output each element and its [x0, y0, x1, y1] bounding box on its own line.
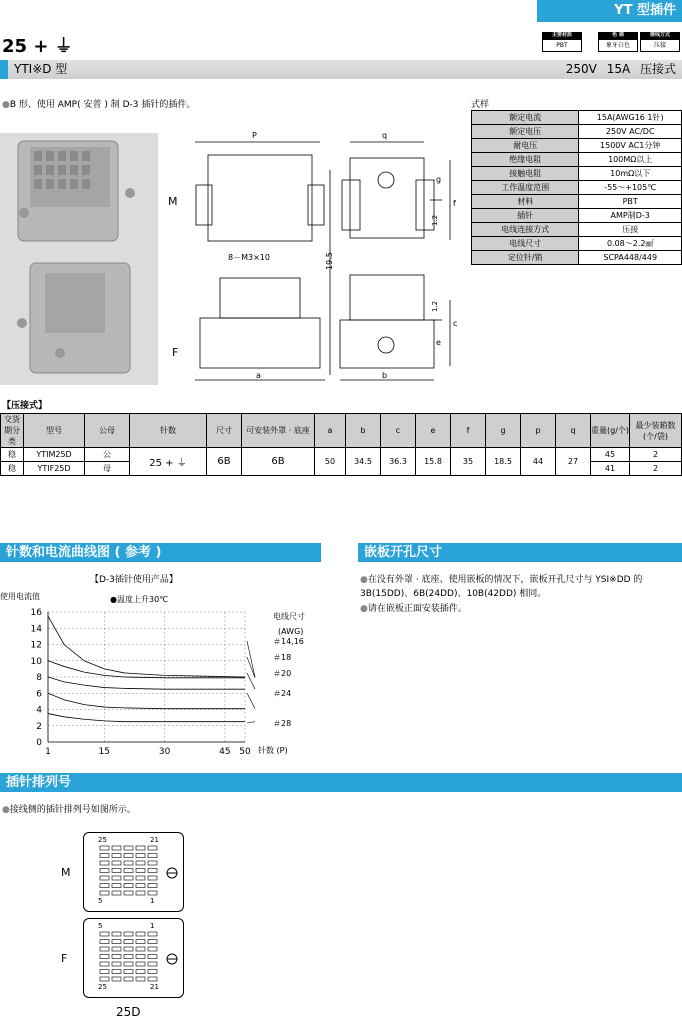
spec-row: 额定电流 15A(AWG16 1针)	[472, 111, 682, 125]
pin-cell	[112, 932, 121, 936]
pin-cell	[136, 891, 145, 895]
spec-row: 定位针/销 SCPA448/449	[472, 251, 682, 265]
pin-cell	[124, 884, 133, 888]
pin-cell	[148, 977, 157, 981]
label-f: F	[172, 346, 179, 359]
pin-cell	[100, 869, 109, 873]
pin-cell	[124, 940, 133, 944]
pin-cell	[112, 940, 121, 944]
panel-text-1: ●在没有外罩 · 底座、使用嵌板的情况下，嵌板开孔尺寸与 YSI※DD 的 3B(15DD)、6B(24DD)、10B(42DD) 相同。	[360, 575, 643, 599]
pin-cell	[124, 955, 133, 959]
pin-cell	[112, 861, 121, 865]
pin-map-m: 25 21 5 1	[83, 832, 184, 912]
dim-a: a	[256, 371, 261, 380]
pin-cell	[124, 861, 133, 865]
pin-cell	[112, 955, 121, 959]
pin-cell	[124, 869, 133, 873]
color-value: 象牙白色	[598, 39, 638, 52]
material-title: 主要材质	[542, 32, 582, 39]
pin-cell	[100, 962, 109, 966]
pin-cell	[148, 884, 157, 888]
page-title: 25 + ⏚	[2, 36, 73, 57]
pin-cell	[148, 955, 157, 959]
y-tick-label: 8	[36, 673, 42, 683]
dim-c: c	[453, 319, 458, 328]
spec-row: 接触电阻 10mΩ以下	[472, 167, 682, 181]
pin-cell	[124, 876, 133, 880]
table-row: 稳 YTIF25D 母 41 2	[1, 462, 682, 476]
curve-subtitle: 【D-3插针使用产品】	[90, 575, 178, 585]
intro-text: ●B 形、使用 AMP( 安普 ) 制 D-3 插针的插件。	[2, 100, 196, 110]
pin-cell	[124, 932, 133, 936]
pin-cell	[148, 932, 157, 936]
pin-cell	[136, 977, 145, 981]
series-line	[48, 693, 245, 708]
model-bar	[0, 60, 682, 79]
y-tick-label: 6	[36, 689, 42, 700]
pin-caption: 25D	[116, 1005, 141, 1019]
series-line	[48, 616, 245, 677]
pin-cell	[136, 876, 145, 880]
spec-row: 电线尺寸 0.08～2.2㎟	[472, 237, 682, 251]
pin-cell	[112, 846, 121, 850]
pin-section-title: 插针排列号	[0, 773, 682, 792]
series-line	[48, 677, 245, 689]
spec-title: 式样	[471, 100, 490, 110]
table-header: 交货期分类 型号 公母 针数 尺寸 可安装外罩 · 底座 a b c e f g p q 重量(g/个) 最少装箱数(个/袋)	[1, 414, 682, 448]
pin-cell	[136, 947, 145, 951]
wiring-box	[640, 32, 680, 52]
pin-cell	[136, 962, 145, 966]
model-rating: 250V 15A 压接式	[565, 62, 676, 76]
series-label: ＃14,16	[273, 637, 304, 646]
pin-grid-m	[84, 833, 183, 911]
pin-cell	[148, 940, 157, 944]
table-row: 稳 YTIM25D 公 25 + ⏚ 6B 6B 50 34.5 36.3 15.8 35 18.5 44 27 45 2	[1, 448, 682, 462]
pin-cell	[136, 854, 145, 858]
pin-cell	[136, 955, 145, 959]
label-m: M	[168, 195, 178, 208]
material-box	[542, 32, 582, 52]
pin-cell	[136, 861, 145, 865]
pin-cell	[112, 876, 121, 880]
dim-g: g	[436, 175, 442, 184]
color-box	[598, 32, 638, 52]
pin-cell	[136, 932, 145, 936]
pin-cell	[136, 940, 145, 944]
dim-19-5: 19.5	[325, 252, 334, 270]
pin-cell	[148, 970, 157, 974]
series-tag: YT 型插件	[537, 0, 682, 22]
pin-cell	[100, 854, 109, 858]
curve-condition: ●温度上升30℃	[110, 595, 169, 604]
pin-cell	[148, 846, 157, 850]
dim-f: f	[453, 199, 456, 208]
pin-cell	[100, 940, 109, 944]
pin-current-chart	[0, 600, 330, 765]
pin-cell	[112, 970, 121, 974]
series-leader	[247, 641, 255, 677]
series-label: ＃28	[273, 719, 292, 728]
model-name: YTI※D 型	[14, 62, 68, 76]
pin-cell	[100, 977, 109, 981]
product-photo	[0, 133, 158, 385]
pin-cell	[112, 962, 121, 966]
spec-row: 材料 PBT	[472, 195, 682, 209]
series-label: ＃24	[273, 689, 292, 698]
pin-cell	[112, 854, 121, 858]
wiring-value: 压接	[640, 39, 680, 52]
pin-cell	[100, 846, 109, 850]
pin-cell	[136, 970, 145, 974]
pin-cell	[112, 891, 121, 895]
spec-row: 额定电压 250V AC/DC	[472, 125, 682, 139]
pin-cell	[100, 955, 109, 959]
pin-cell	[124, 977, 133, 981]
dim-1-2-bottom: 1.2	[431, 300, 439, 312]
pin-cell	[148, 854, 157, 858]
y-tick-label: 12	[30, 640, 42, 651]
curve-section-title: 针数和电流曲线图 ( 参考 )	[0, 543, 321, 562]
pin-cell	[124, 962, 133, 966]
pin-cell	[148, 962, 157, 966]
pin-cell	[100, 884, 109, 888]
dim-e: e	[436, 338, 441, 347]
spec-row: 绝缘电阻 100MΩ以上	[472, 153, 682, 167]
product-table	[0, 413, 682, 476]
curve-ylabel: 使用电流值	[0, 592, 40, 601]
pin-cell	[148, 869, 157, 873]
y-tick-label: 2	[36, 721, 42, 732]
pin-cell	[148, 947, 157, 951]
series-line	[48, 661, 245, 678]
pin-cell	[136, 869, 145, 873]
pin-cell	[100, 876, 109, 880]
series-label: ＃20	[273, 669, 292, 678]
pin-cell	[124, 970, 133, 974]
connector-photo-illustration	[0, 133, 158, 385]
material-value: PBT	[542, 39, 582, 52]
wire-title: 电线尺寸	[273, 612, 305, 621]
dim-b: b	[382, 371, 388, 380]
pin-cell	[124, 846, 133, 850]
pin-section-text: ●接线侧的插针排列号如图所示。	[2, 805, 136, 815]
y-tick-label: 4	[36, 705, 42, 716]
x-tick-label: 45	[219, 747, 231, 757]
color-title: 色 调	[598, 32, 638, 39]
series-leader	[247, 693, 255, 709]
y-tick-label: 0	[36, 738, 42, 748]
spec-row: 耐电压 1500V AC1分钟	[472, 139, 682, 153]
pin-cell	[100, 932, 109, 936]
pin-cell	[100, 891, 109, 895]
wiring-title: 接线方式	[640, 32, 680, 39]
x-tick-label: 1	[45, 747, 51, 757]
pin-cell	[148, 891, 157, 895]
pin-cell	[112, 947, 121, 951]
curve-xlabel: 针数 (P)	[258, 746, 288, 755]
pin-grid-f	[84, 919, 183, 997]
pin-cell	[112, 884, 121, 888]
pin-cell	[124, 947, 133, 951]
series-line	[48, 714, 245, 722]
dim-p: P	[252, 131, 257, 140]
pin-cell	[100, 861, 109, 865]
series-leader	[247, 722, 255, 723]
pin-cell	[112, 869, 121, 873]
pin-label-m: M	[61, 866, 71, 879]
pin-cell	[112, 977, 121, 981]
series-label: ＃18	[273, 653, 292, 662]
pin-map-f: 5 1 25 21	[83, 918, 184, 998]
pin-cell	[100, 947, 109, 951]
dim-q: q	[382, 131, 388, 140]
x-tick-label: 50	[239, 747, 251, 757]
pin-cell	[148, 861, 157, 865]
y-tick-label: 14	[30, 624, 42, 635]
wire-unit: (AWG)	[278, 627, 304, 636]
x-tick-label: 15	[98, 747, 111, 757]
panel-text-2: ●请在嵌板正面安装插件。	[360, 604, 467, 614]
dimension-drawing	[160, 130, 465, 390]
spec-table	[471, 110, 682, 265]
pin-cell	[124, 854, 133, 858]
pin-cell	[136, 846, 145, 850]
pin-cell	[148, 876, 157, 880]
y-tick-label: 10	[30, 656, 42, 667]
pin-cell	[136, 884, 145, 888]
table-section-title: 【压接式】	[2, 401, 48, 411]
pin-cell	[100, 970, 109, 974]
dim-1-2-top: 1.2	[431, 214, 439, 226]
pin-label-f: F	[61, 952, 68, 965]
x-tick-label: 30	[158, 747, 171, 757]
spec-row: 插针 AMP制D-3	[472, 209, 682, 223]
y-tick-label: 16	[30, 608, 42, 618]
spec-row: 工作温度范围 -55～+105℃	[472, 181, 682, 195]
panel-section-title: 嵌板开孔尺寸	[358, 543, 682, 562]
dim-m3: 8－M3×10	[228, 253, 270, 262]
pin-cell	[124, 891, 133, 895]
spec-row: 电线连接方式 压接	[472, 223, 682, 237]
